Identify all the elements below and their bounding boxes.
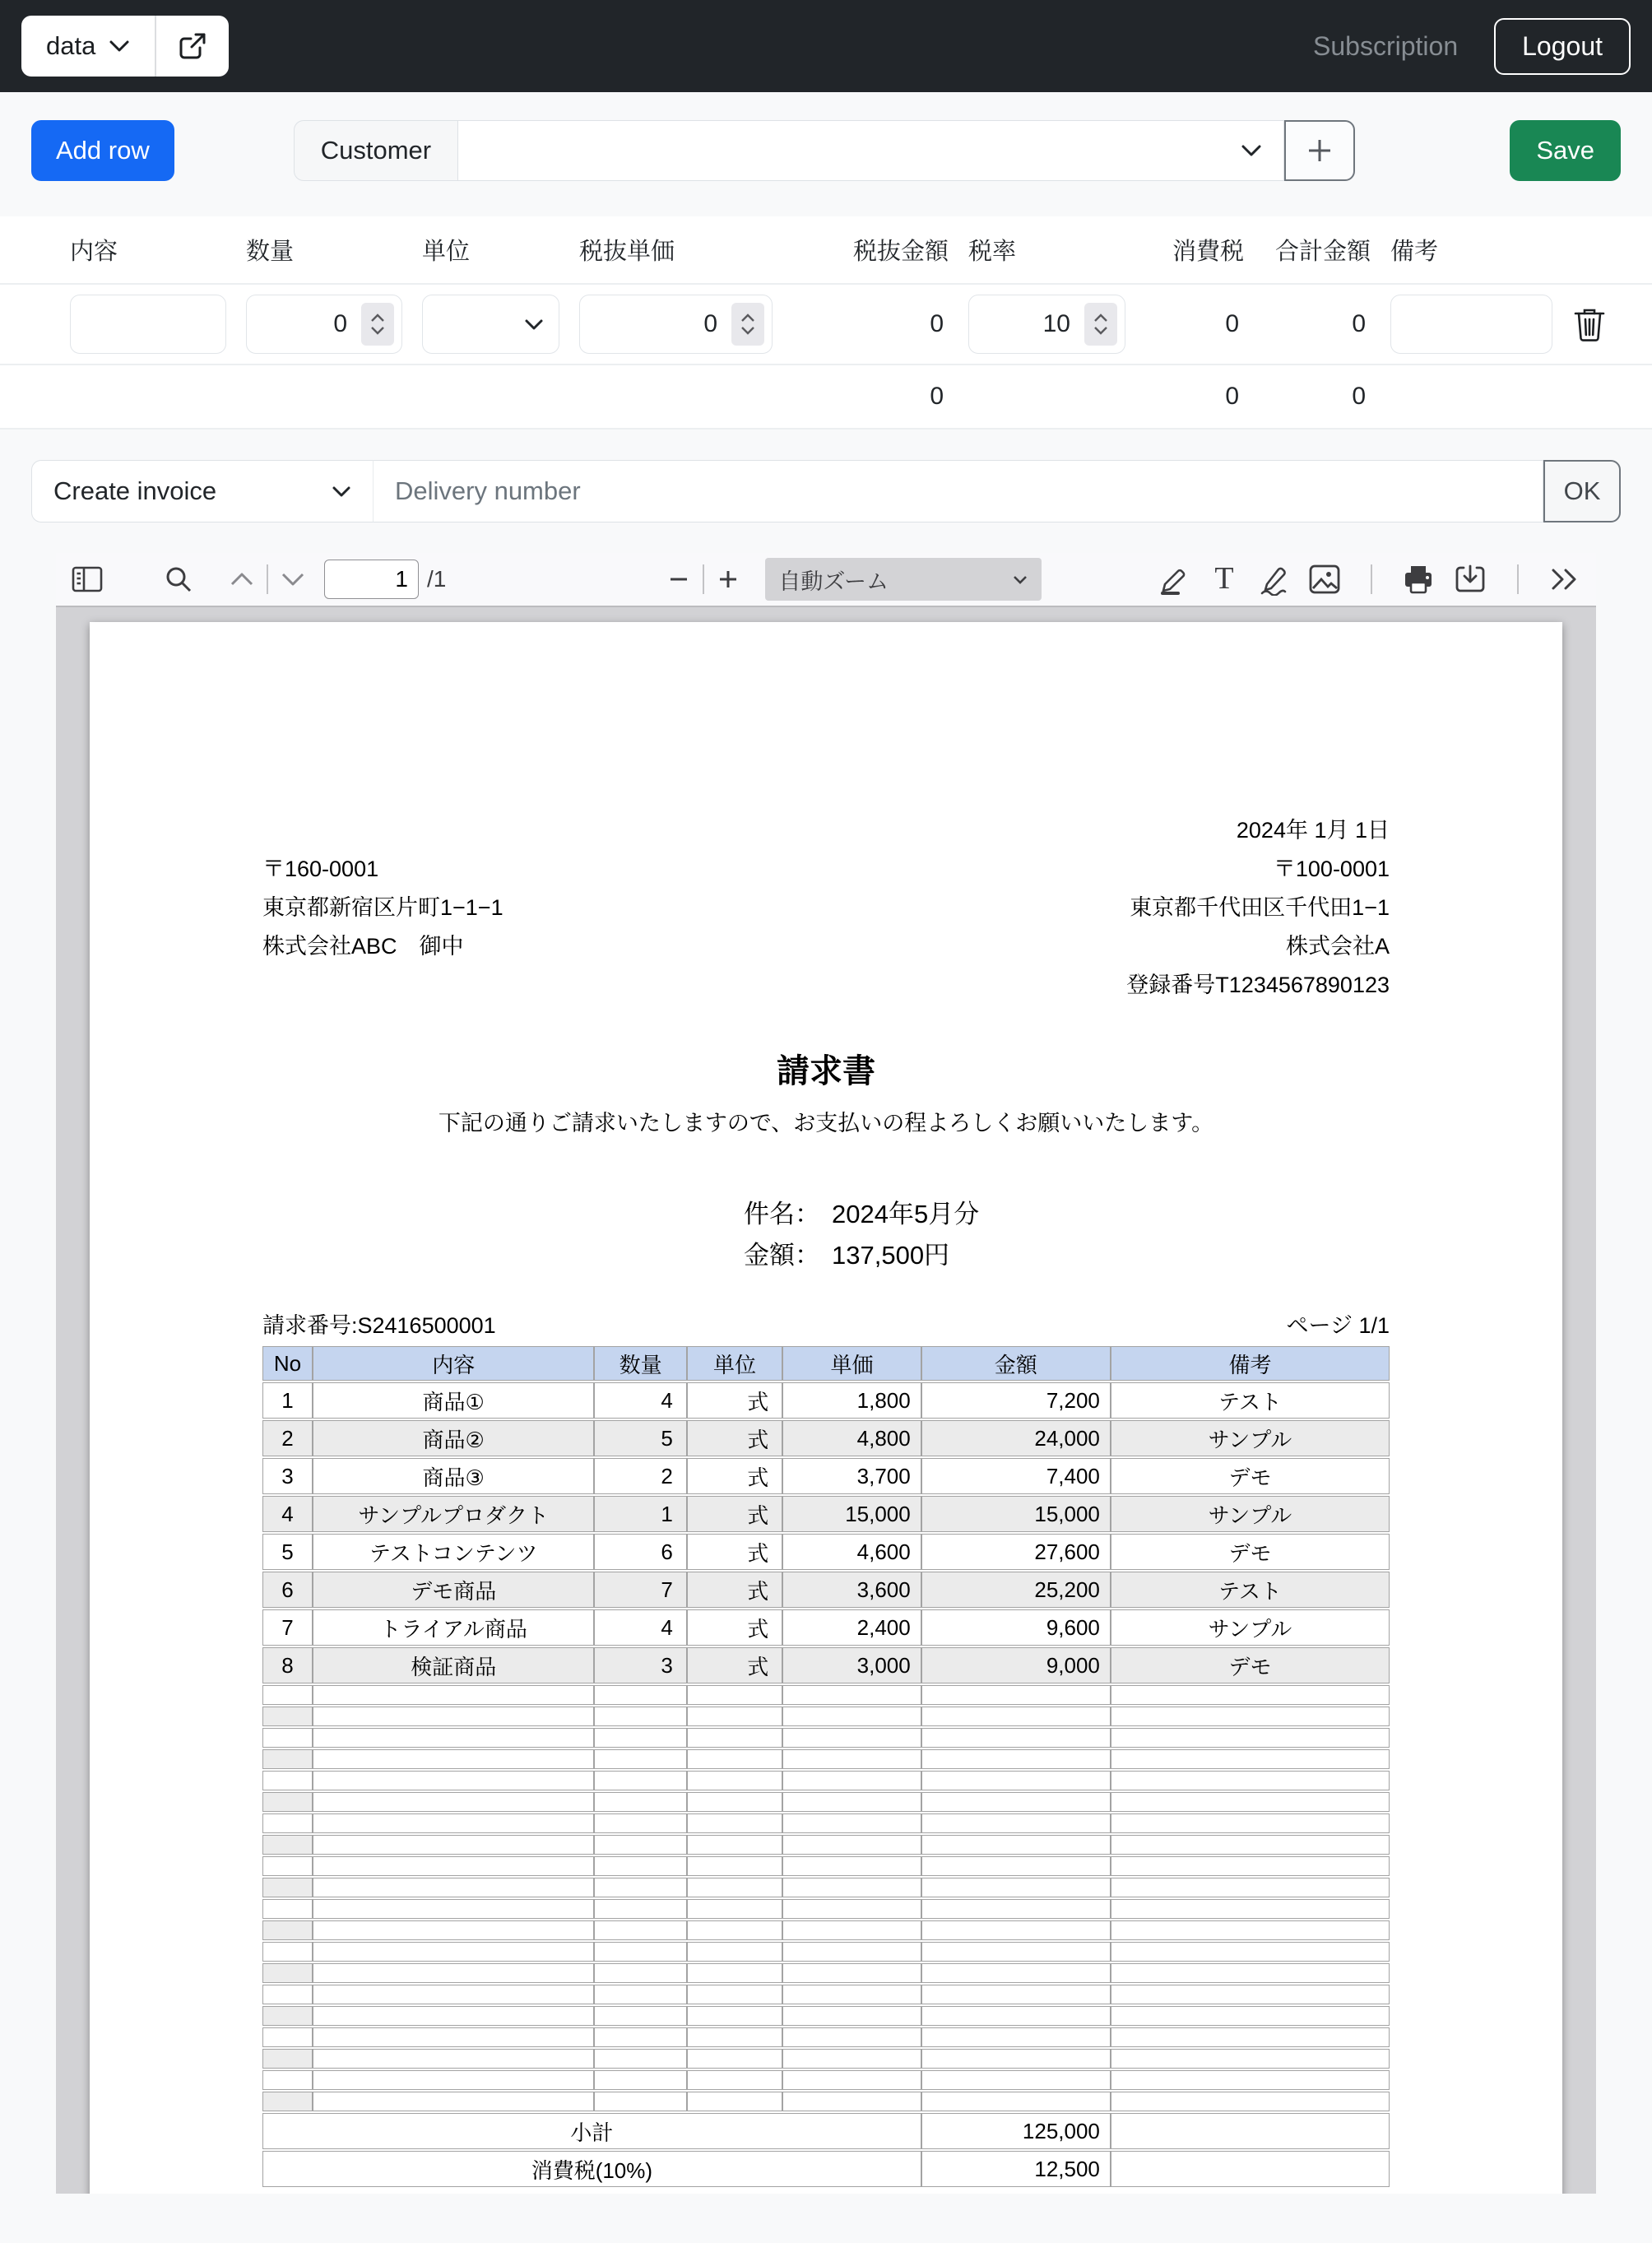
empty-row [262,2027,1390,2047]
table-row: 4 サンプルプロダクト 1 式 15,000 15,000 サンプル [262,1496,1390,1532]
external-link-button[interactable] [156,16,229,77]
header-unit-price: 税抜単価 [579,239,675,265]
empty-row [262,1942,1390,1962]
empty-row [262,1920,1390,1940]
customer-group [294,120,1355,181]
subtotal-label: 小計 [262,2113,921,2149]
invoice-action-select[interactable] [31,460,373,522]
image-icon [1308,564,1341,595]
totals-amount: 0 [930,383,944,410]
content-input[interactable] [70,295,226,354]
table-row: 8 検証商品 3 式 3,000 9,000 デモ [262,1647,1390,1683]
invoice-date: 2024年 1月 1日 [1236,818,1390,843]
table-row: 6 デモ商品 7 式 3,600 25,200 テスト [262,1572,1390,1608]
empty-row [262,1685,1390,1705]
highlight-tool-button[interactable] [1158,563,1191,596]
app-menu-group [21,16,229,77]
invoice-page-indicator: ページ 1/1 [1286,1313,1390,1338]
header-content: 内容 [70,239,118,265]
delivery-number-input[interactable] [373,460,1543,522]
print-icon [1402,563,1435,596]
chevron-down-icon [1241,144,1262,157]
empty-row [262,1792,1390,1812]
header-total: 合計金額 [1274,239,1371,265]
chevron-down-icon [332,485,351,498]
header-qty: 数量 [246,239,295,265]
previous-page-button[interactable] [229,571,255,587]
note-input[interactable] [1390,295,1552,354]
tax-rate-stepper[interactable] [1084,303,1117,346]
issuer-registration: 登録番号T1234567890123 [1126,973,1390,997]
subscription-link[interactable]: Subscription [1313,30,1459,61]
invoice-action-value: Create invoice [53,476,217,505]
empty-row [262,1771,1390,1790]
sidebar-toggle-button[interactable] [71,565,104,593]
empty-row [262,2049,1390,2069]
zoom-select-value: 自動ズーム [778,569,889,594]
empty-row [262,1985,1390,2004]
top-navbar [0,0,1652,92]
header-unit: 単位 [422,239,471,265]
unit-select[interactable] [422,295,559,354]
empty-row [262,1749,1390,1769]
row-amount-value: 0 [930,310,944,337]
zoom-select[interactable] [765,558,1042,601]
tax-value: 12,500 [921,2151,1111,2187]
qty-stepper[interactable] [361,303,394,346]
items-table [0,216,1652,430]
empty-row [262,1878,1390,1897]
page-number-input[interactable] [324,560,419,599]
page-total-label: /1 [427,566,447,592]
data-menu-button[interactable] [21,16,155,77]
invoice-greeting: 下記の通りご請求いたしますので、お支払いの程よろしくお願いいたします。 [438,1111,1214,1135]
empty-row [262,1728,1390,1748]
items-totals-row [0,365,1652,430]
invoice-title: 請求書 [777,1053,875,1089]
empty-row [262,1835,1390,1855]
download-button[interactable] [1453,563,1487,596]
table-row: 7 トライアル商品 4 式 2,400 9,600 サンプル [262,1609,1390,1646]
pdf-viewport[interactable] [56,607,1596,2194]
empty-row [262,1963,1390,1983]
chevron-up-icon [229,571,255,587]
empty-row [262,1899,1390,1919]
header-amount: 税抜金額 [852,239,949,265]
chevron-down-icon [280,571,306,587]
header-tax-rate: 税率 [968,239,1017,265]
empty-row [262,2070,1390,2090]
issuer-name: 株式会社A [1285,934,1390,959]
pdf-toolbar [56,553,1596,607]
empty-row [262,2092,1390,2111]
sidebar-toggle-icon [71,565,104,593]
header-tax: 消費税 [1172,239,1244,265]
svg-text:T: T [1214,563,1234,596]
search-icon [163,564,194,595]
highlighter-icon [1158,563,1191,596]
minus-icon [666,567,691,592]
table-row: 2 商品② 5 式 4,800 24,000 サンプル [262,1420,1390,1456]
tax-label: 消費税(10%) [262,2151,921,2187]
save-button[interactable]: Save [1510,120,1621,181]
double-chevron-right-icon [1548,567,1581,592]
empty-row [262,2006,1390,2026]
image-tool-button[interactable] [1308,564,1341,595]
totals-total: 0 [1352,383,1366,410]
pencil-icon [1257,563,1290,596]
issuer-postal: 〒100-0001 [1273,857,1390,881]
row-tax-value: 0 [1225,310,1239,337]
recipient-name: 株式会社ABC 御中 [262,934,464,959]
subject-label: 件名： [744,1199,820,1228]
invoice-page [90,622,1562,2194]
empty-row [262,1856,1390,1876]
customer-select[interactable] [457,120,1284,181]
next-page-button[interactable] [280,571,306,587]
text-tool-icon [1209,563,1239,596]
invoice-table-header: No 内容 数量 単位 単価 金額 備考 [262,1346,1390,1381]
trash-icon [1572,305,1607,343]
unit-price-stepper[interactable] [731,303,764,346]
chevron-down-icon [109,39,130,53]
ok-button[interactable]: OK [1543,460,1621,522]
add-row-button[interactable]: Add row [31,120,174,181]
pdf-viewer [56,553,1596,2194]
amount-label: 金額： [744,1240,820,1270]
download-icon [1453,563,1487,596]
customer-label: Customer [294,120,457,181]
plus-icon [716,567,740,592]
search-button[interactable] [163,564,194,595]
plus-icon [1306,137,1334,165]
empty-row [262,1813,1390,1833]
recipient-address: 東京都新宿区片町1−1−1 [262,895,503,920]
draw-tool-button[interactable] [1257,563,1290,596]
issuer-address: 東京都千代田区千代田1−1 [1130,895,1390,920]
header-note: 備考 [1390,239,1439,265]
table-row: 1 商品① 4 式 1,800 7,200 テスト [262,1382,1390,1419]
table-row: 5 テストコンテンツ 6 式 4,600 27,600 デモ [262,1534,1390,1570]
invoice-items-table [262,1344,1390,2189]
invoice-table-body [262,1382,1390,2111]
invoice-number: 請求番号:S2416500001 [262,1313,496,1338]
add-customer-button[interactable] [1284,120,1355,181]
row-total-value: 0 [1352,310,1366,337]
zoom-in-button[interactable] [716,567,740,592]
table-row: 3 商品③ 2 式 3,700 7,400 デモ [262,1458,1390,1494]
chevron-down-icon [1012,574,1028,585]
data-menu-label: data [46,31,96,60]
subtotal-value: 125,000 [921,2113,1111,2149]
controls-row [31,120,1621,181]
items-table-header [0,216,1652,285]
amount-value: 137,500円 [832,1240,950,1270]
empty-row [262,1707,1390,1726]
print-button[interactable] [1402,563,1435,596]
zoom-out-button[interactable] [666,567,691,592]
recipient-postal: 〒160-0001 [262,857,379,881]
totals-tax: 0 [1225,383,1239,410]
external-link-icon [177,30,208,62]
subject-value: 2024年5月分 [832,1199,980,1228]
tax-row [262,2151,1390,2187]
invoice-action-bar [31,460,1621,522]
delete-row-button[interactable] [1572,305,1612,343]
chevron-down-icon [524,318,544,331]
text-tool-button[interactable] [1209,563,1239,596]
logout-button[interactable]: Logout [1494,18,1631,75]
subtotal-row [262,2113,1390,2149]
item-row [0,285,1652,365]
more-tools-button[interactable] [1548,567,1581,592]
